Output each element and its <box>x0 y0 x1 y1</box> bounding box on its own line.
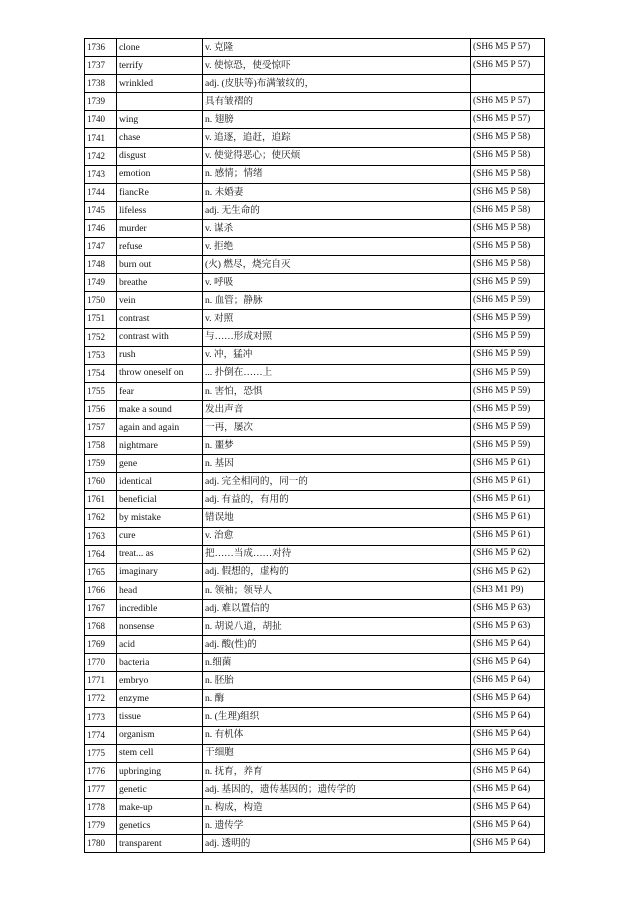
entry-definition: v. 克隆 <box>203 39 471 57</box>
entry-word: refuse <box>117 238 203 256</box>
entry-number: 1771 <box>85 672 117 690</box>
entry-word: rush <box>117 346 203 364</box>
entry-definition: adj. (皮肤等)布满皱纹的， <box>203 75 471 93</box>
entry-number: 1774 <box>85 726 117 744</box>
entry-word: tissue <box>117 708 203 726</box>
table-row <box>85 599 545 617</box>
entry-number: 1738 <box>85 75 117 93</box>
entry-definition: n. 噩梦 <box>203 437 471 455</box>
entry-reference: (SH6 M5 P 59) <box>471 418 545 436</box>
entry-reference: (SH6 M5 P 58) <box>471 183 545 201</box>
table-row <box>85 835 545 853</box>
entry-number: 1750 <box>85 292 117 310</box>
table-row <box>85 437 545 455</box>
entry-number: 1770 <box>85 654 117 672</box>
entry-number: 1753 <box>85 346 117 364</box>
entry-reference: (SH6 M5 P 58) <box>471 238 545 256</box>
table-row <box>85 636 545 654</box>
entry-word: terrify <box>117 57 203 75</box>
entry-number: 1737 <box>85 57 117 75</box>
entry-reference: (SH6 M5 P 62) <box>471 563 545 581</box>
entry-number: 1778 <box>85 798 117 816</box>
entry-word: contrast with <box>117 328 203 346</box>
entry-word: enzyme <box>117 690 203 708</box>
entry-reference <box>471 75 545 93</box>
entry-word: contrast <box>117 310 203 328</box>
entry-word <box>117 93 203 111</box>
table-row <box>85 39 545 57</box>
table-row <box>85 418 545 436</box>
entry-definition: adj. 难以置信的 <box>203 599 471 617</box>
table-row <box>85 726 545 744</box>
table-row <box>85 527 545 545</box>
table-row <box>85 708 545 726</box>
entry-definition: n. 翅膀 <box>203 111 471 129</box>
table-row <box>85 129 545 147</box>
entry-word: lifeless <box>117 201 203 219</box>
entry-definition: 与……形成对照 <box>203 328 471 346</box>
entry-definition: v. 使觉得恶心；使厌烦 <box>203 147 471 165</box>
entry-reference: (SH6 M5 P 59) <box>471 437 545 455</box>
table-row <box>85 382 545 400</box>
entry-definition: v. 谋杀 <box>203 219 471 237</box>
entry-number: 1752 <box>85 328 117 346</box>
table-row <box>85 762 545 780</box>
entry-number: 1773 <box>85 708 117 726</box>
entry-word: emotion <box>117 165 203 183</box>
entry-definition: v. 冲，猛冲 <box>203 346 471 364</box>
entry-definition: v. 使惊恐，使受惊吓 <box>203 57 471 75</box>
entry-reference: (SH6 M5 P 64) <box>471 654 545 672</box>
entry-reference: (SH6 M5 P 64) <box>471 817 545 835</box>
table-row <box>85 328 545 346</box>
entry-definition: 具有皱褶的 <box>203 93 471 111</box>
entry-word: make a sound <box>117 400 203 418</box>
entry-word: treat... as <box>117 545 203 563</box>
entry-number: 1764 <box>85 545 117 563</box>
table-row <box>85 581 545 599</box>
table-row <box>85 744 545 762</box>
entry-word: stem cell <box>117 744 203 762</box>
entry-reference: (SH6 M5 P 58) <box>471 129 545 147</box>
entry-word: breathe <box>117 274 203 292</box>
entry-word: cure <box>117 527 203 545</box>
entry-number: 1769 <box>85 636 117 654</box>
table-row <box>85 672 545 690</box>
entry-word: fear <box>117 382 203 400</box>
table-row <box>85 111 545 129</box>
entry-definition: adj. 无生命的 <box>203 201 471 219</box>
entry-reference: (SH6 M5 P 57) <box>471 111 545 129</box>
entry-word: nonsense <box>117 618 203 636</box>
entry-definition: v. 追逐，追赶，追踪 <box>203 129 471 147</box>
entry-definition: n. 感情；情绪 <box>203 165 471 183</box>
entry-reference: (SH6 M5 P 59) <box>471 310 545 328</box>
entry-number: 1757 <box>85 418 117 436</box>
entry-reference: (SH6 M5 P 59) <box>471 292 545 310</box>
entry-number: 1740 <box>85 111 117 129</box>
entry-reference: (SH6 M5 P 64) <box>471 835 545 853</box>
entry-number: 1744 <box>85 183 117 201</box>
table-row <box>85 798 545 816</box>
entry-number: 1741 <box>85 129 117 147</box>
entry-number: 1751 <box>85 310 117 328</box>
entry-definition: adj. 透明的 <box>203 835 471 853</box>
entry-definition: n. 未婚妻 <box>203 183 471 201</box>
table-row <box>85 817 545 835</box>
entry-word: upbringing <box>117 762 203 780</box>
entry-definition: n. 有机体 <box>203 726 471 744</box>
entry-definition: n. 构成，构造 <box>203 798 471 816</box>
table-row <box>85 256 545 274</box>
table-row <box>85 219 545 237</box>
table-row <box>85 473 545 491</box>
table-row <box>85 183 545 201</box>
table-row <box>85 455 545 473</box>
table-row <box>85 310 545 328</box>
entry-word: make-up <box>117 798 203 816</box>
entry-word: murder <box>117 219 203 237</box>
entry-reference: (SH6 M5 P 63) <box>471 599 545 617</box>
entry-definition: n.细菌 <box>203 654 471 672</box>
entry-reference: (SH6 M5 P 61) <box>471 509 545 527</box>
entry-reference: (SH6 M5 P 64) <box>471 762 545 780</box>
entry-number: 1743 <box>85 165 117 183</box>
entry-reference: (SH6 M5 P 64) <box>471 780 545 798</box>
entry-definition: v. 对照 <box>203 310 471 328</box>
entry-definition: 发出声音 <box>203 400 471 418</box>
entry-reference: (SH6 M5 P 58) <box>471 147 545 165</box>
table-row <box>85 292 545 310</box>
entry-reference: (SH6 M5 P 59) <box>471 274 545 292</box>
table-row <box>85 364 545 382</box>
entry-number: 1742 <box>85 147 117 165</box>
entry-number: 1779 <box>85 817 117 835</box>
entry-number: 1765 <box>85 563 117 581</box>
table-row <box>85 238 545 256</box>
entry-definition: 干细胞 <box>203 744 471 762</box>
entry-number: 1761 <box>85 491 117 509</box>
entry-word: genetics <box>117 817 203 835</box>
entry-definition: v. 治愈 <box>203 527 471 545</box>
table-row <box>85 509 545 527</box>
entry-definition: 一再，屡次 <box>203 418 471 436</box>
table-row <box>85 93 545 111</box>
entry-number: 1739 <box>85 93 117 111</box>
entry-word: by mistake <box>117 509 203 527</box>
entry-reference: (SH6 M5 P 58) <box>471 165 545 183</box>
entry-number: 1755 <box>85 382 117 400</box>
entry-number: 1780 <box>85 835 117 853</box>
entry-word: bacteria <box>117 654 203 672</box>
entry-definition: adj. 有益的，有用的 <box>203 491 471 509</box>
entry-word: acid <box>117 636 203 654</box>
entry-number: 1760 <box>85 473 117 491</box>
entry-number: 1746 <box>85 219 117 237</box>
entry-definition: n. 胚胎 <box>203 672 471 690</box>
entry-number: 1749 <box>85 274 117 292</box>
table-row <box>85 400 545 418</box>
entry-definition: 错误地 <box>203 509 471 527</box>
entry-word: chase <box>117 129 203 147</box>
entry-number: 1748 <box>85 256 117 274</box>
table-row <box>85 165 545 183</box>
table-row <box>85 618 545 636</box>
entry-definition: n. 酶 <box>203 690 471 708</box>
entry-number: 1776 <box>85 762 117 780</box>
entry-definition: n. 胡说八道，胡扯 <box>203 618 471 636</box>
entry-number: 1766 <box>85 581 117 599</box>
entry-reference: (SH6 M5 P 59) <box>471 382 545 400</box>
entry-definition: n. 领袖；领导人 <box>203 581 471 599</box>
entry-reference: (SH6 M5 P 64) <box>471 672 545 690</box>
entry-number: 1736 <box>85 39 117 57</box>
entry-word: embryo <box>117 672 203 690</box>
entry-word: wrinkled <box>117 75 203 93</box>
entry-word: fiancRe <box>117 183 203 201</box>
entry-reference: (SH6 M5 P 59) <box>471 364 545 382</box>
entry-word: vein <box>117 292 203 310</box>
entry-reference: (SH6 M5 P 58) <box>471 256 545 274</box>
entry-reference: (SH6 M5 P 63) <box>471 618 545 636</box>
entry-word: clone <box>117 39 203 57</box>
entry-reference: (SH6 M5 P 59) <box>471 346 545 364</box>
entry-reference: (SH6 M5 P 64) <box>471 798 545 816</box>
entry-reference: (SH6 M5 P 64) <box>471 690 545 708</box>
entry-definition: v. 拒绝 <box>203 238 471 256</box>
entry-reference: (SH6 M5 P 61) <box>471 491 545 509</box>
entry-definition: (火) 燃尽，烧完自灭 <box>203 256 471 274</box>
entry-number: 1768 <box>85 618 117 636</box>
entry-definition: n. 基因 <box>203 455 471 473</box>
vocabulary-table <box>84 38 545 853</box>
table-row <box>85 274 545 292</box>
table-row <box>85 75 545 93</box>
entry-word: incredible <box>117 599 203 617</box>
entry-number: 1772 <box>85 690 117 708</box>
entry-reference: (SH6 M5 P 57) <box>471 57 545 75</box>
entry-number: 1758 <box>85 437 117 455</box>
entry-definition: v. 呼吸 <box>203 274 471 292</box>
table-row <box>85 201 545 219</box>
vocabulary-table-body <box>85 39 545 853</box>
entry-word: again and again <box>117 418 203 436</box>
entry-reference: (SH6 M5 P 64) <box>471 636 545 654</box>
entry-reference: (SH6 M5 P 64) <box>471 726 545 744</box>
entry-word: imaginary <box>117 563 203 581</box>
entry-word: burn out <box>117 256 203 274</box>
table-row <box>85 346 545 364</box>
entry-number: 1762 <box>85 509 117 527</box>
entry-definition: n. 血管；静脉 <box>203 292 471 310</box>
entry-reference: (SH6 M5 P 58) <box>471 201 545 219</box>
entry-word: transparent <box>117 835 203 853</box>
table-row <box>85 563 545 581</box>
entry-number: 1754 <box>85 364 117 382</box>
entry-number: 1745 <box>85 201 117 219</box>
entry-number: 1777 <box>85 780 117 798</box>
entry-definition: n. 害怕，恐惧 <box>203 382 471 400</box>
entry-word: head <box>117 581 203 599</box>
table-row <box>85 654 545 672</box>
entry-definition: adj. 酸(性)的 <box>203 636 471 654</box>
entry-number: 1747 <box>85 238 117 256</box>
entry-definition: 把……当成……对待 <box>203 545 471 563</box>
entry-word: beneficial <box>117 491 203 509</box>
entry-definition: adj. 基因的，遗传基因的；遗传学的 <box>203 780 471 798</box>
table-row <box>85 147 545 165</box>
table-row <box>85 491 545 509</box>
entry-definition: adj. 假想的，虚构的 <box>203 563 471 581</box>
entry-word: organism <box>117 726 203 744</box>
entry-reference: (SH3 M1 P9) <box>471 581 545 599</box>
entry-number: 1759 <box>85 455 117 473</box>
entry-reference: (SH6 M5 P 61) <box>471 473 545 491</box>
entry-number: 1756 <box>85 400 117 418</box>
entry-reference: (SH6 M5 P 61) <box>471 527 545 545</box>
entry-reference: (SH6 M5 P 64) <box>471 744 545 762</box>
entry-word: wing <box>117 111 203 129</box>
entry-definition: n. 抚育，养育 <box>203 762 471 780</box>
entry-number: 1763 <box>85 527 117 545</box>
table-row <box>85 780 545 798</box>
entry-number: 1767 <box>85 599 117 617</box>
entry-number: 1775 <box>85 744 117 762</box>
entry-word: gene <box>117 455 203 473</box>
entry-reference: (SH6 M5 P 59) <box>471 400 545 418</box>
entry-reference: (SH6 M5 P 57) <box>471 93 545 111</box>
entry-word: throw oneself on <box>117 364 203 382</box>
entry-word: genetic <box>117 780 203 798</box>
table-row <box>85 545 545 563</box>
entry-reference: (SH6 M5 P 64) <box>471 708 545 726</box>
entry-definition: ... 扑倒在……上 <box>203 364 471 382</box>
entry-definition: n. 遗传学 <box>203 817 471 835</box>
entry-reference: (SH6 M5 P 62) <box>471 545 545 563</box>
entry-word: nightmare <box>117 437 203 455</box>
entry-word: disgust <box>117 147 203 165</box>
entry-word: identical <box>117 473 203 491</box>
entry-reference: (SH6 M5 P 59) <box>471 328 545 346</box>
entry-reference: (SH6 M5 P 58) <box>471 219 545 237</box>
entry-definition: adj. 完全相同的，同一的 <box>203 473 471 491</box>
entry-reference: (SH6 M5 P 61) <box>471 455 545 473</box>
table-row <box>85 57 545 75</box>
entry-definition: n. (生理)组织 <box>203 708 471 726</box>
table-row <box>85 690 545 708</box>
entry-reference: (SH6 M5 P 57) <box>471 39 545 57</box>
